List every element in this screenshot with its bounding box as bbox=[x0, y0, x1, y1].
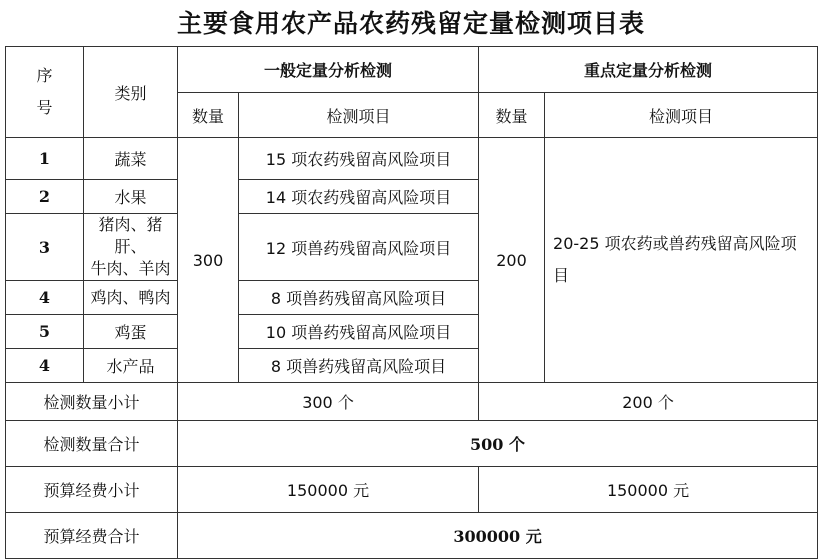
row-category: 蔬菜 bbox=[84, 138, 178, 180]
row-seq: 4 bbox=[6, 281, 84, 315]
row-general-items: 15 项农药残留高风险项目 bbox=[239, 138, 479, 180]
row-seq: 5 bbox=[6, 315, 84, 349]
count-subtotal-row bbox=[6, 383, 818, 421]
header-general-group: 一般定量分析检测 bbox=[178, 47, 479, 93]
document-title: 主要食用农产品农药残留定量检测项目表 bbox=[176, 9, 645, 38]
row-category: 水产品 bbox=[84, 349, 178, 383]
count-total-row bbox=[6, 421, 818, 467]
header-key-count: 数量 bbox=[479, 93, 545, 138]
row-category-line1: 猪肉、猪肝、 bbox=[98, 215, 163, 256]
count-subtotal-general: 300 个 bbox=[178, 383, 479, 421]
table-row bbox=[6, 138, 818, 180]
budget-total-value: 300000 元 bbox=[178, 513, 818, 559]
header-key-items: 检测项目 bbox=[545, 93, 818, 138]
row-seq: 4 bbox=[6, 349, 84, 383]
header-category: 类别 bbox=[84, 47, 178, 138]
row-general-items: 14 项农药残留高风险项目 bbox=[239, 180, 479, 214]
row-general-items: 8 项兽药残留高风险项目 bbox=[239, 349, 479, 383]
general-count-cell: 300 bbox=[178, 138, 239, 383]
budget-total-label: 预算经费合计 bbox=[6, 513, 178, 559]
row-category: 鸡肉、鸭肉 bbox=[84, 281, 178, 315]
header-row-1 bbox=[6, 47, 818, 93]
row-category: 水果 bbox=[84, 180, 178, 214]
header-seq bbox=[6, 47, 84, 138]
header-seq-bottom: 号 bbox=[36, 98, 53, 117]
key-items-cell: 20-25 项农药或兽药残留高风险项目 bbox=[545, 138, 818, 383]
row-category: 鸡蛋 bbox=[84, 315, 178, 349]
count-total-label: 检测数量合计 bbox=[6, 421, 178, 467]
count-subtotal-key: 200 个 bbox=[479, 383, 818, 421]
row-seq: 2 bbox=[6, 180, 84, 214]
header-general-count: 数量 bbox=[178, 93, 239, 138]
budget-subtotal-label: 预算经费小计 bbox=[6, 467, 178, 513]
row-general-items: 8 项兽药残留高风险项目 bbox=[239, 281, 479, 315]
budget-subtotal-row bbox=[6, 467, 818, 513]
count-subtotal-label: 检测数量小计 bbox=[6, 383, 178, 421]
budget-subtotal-key: 150000 元 bbox=[479, 467, 818, 513]
row-category bbox=[84, 214, 178, 281]
budget-subtotal-general: 150000 元 bbox=[178, 467, 479, 513]
row-seq: 1 bbox=[6, 138, 84, 180]
key-count-cell: 200 bbox=[479, 138, 545, 383]
header-key-group: 重点定量分析检测 bbox=[479, 47, 818, 93]
row-seq: 3 bbox=[6, 214, 84, 281]
count-total-value: 500 个 bbox=[178, 421, 818, 467]
budget-total-row bbox=[6, 513, 818, 559]
detection-table bbox=[5, 46, 818, 559]
header-general-items: 检测项目 bbox=[239, 93, 479, 138]
row-category-line2: 牛肉、羊肉 bbox=[90, 259, 171, 278]
header-seq-top: 序 bbox=[36, 66, 53, 85]
row-general-items: 10 项兽药残留高风险项目 bbox=[239, 315, 479, 349]
row-general-items: 12 项兽药残留高风险项目 bbox=[239, 214, 479, 281]
